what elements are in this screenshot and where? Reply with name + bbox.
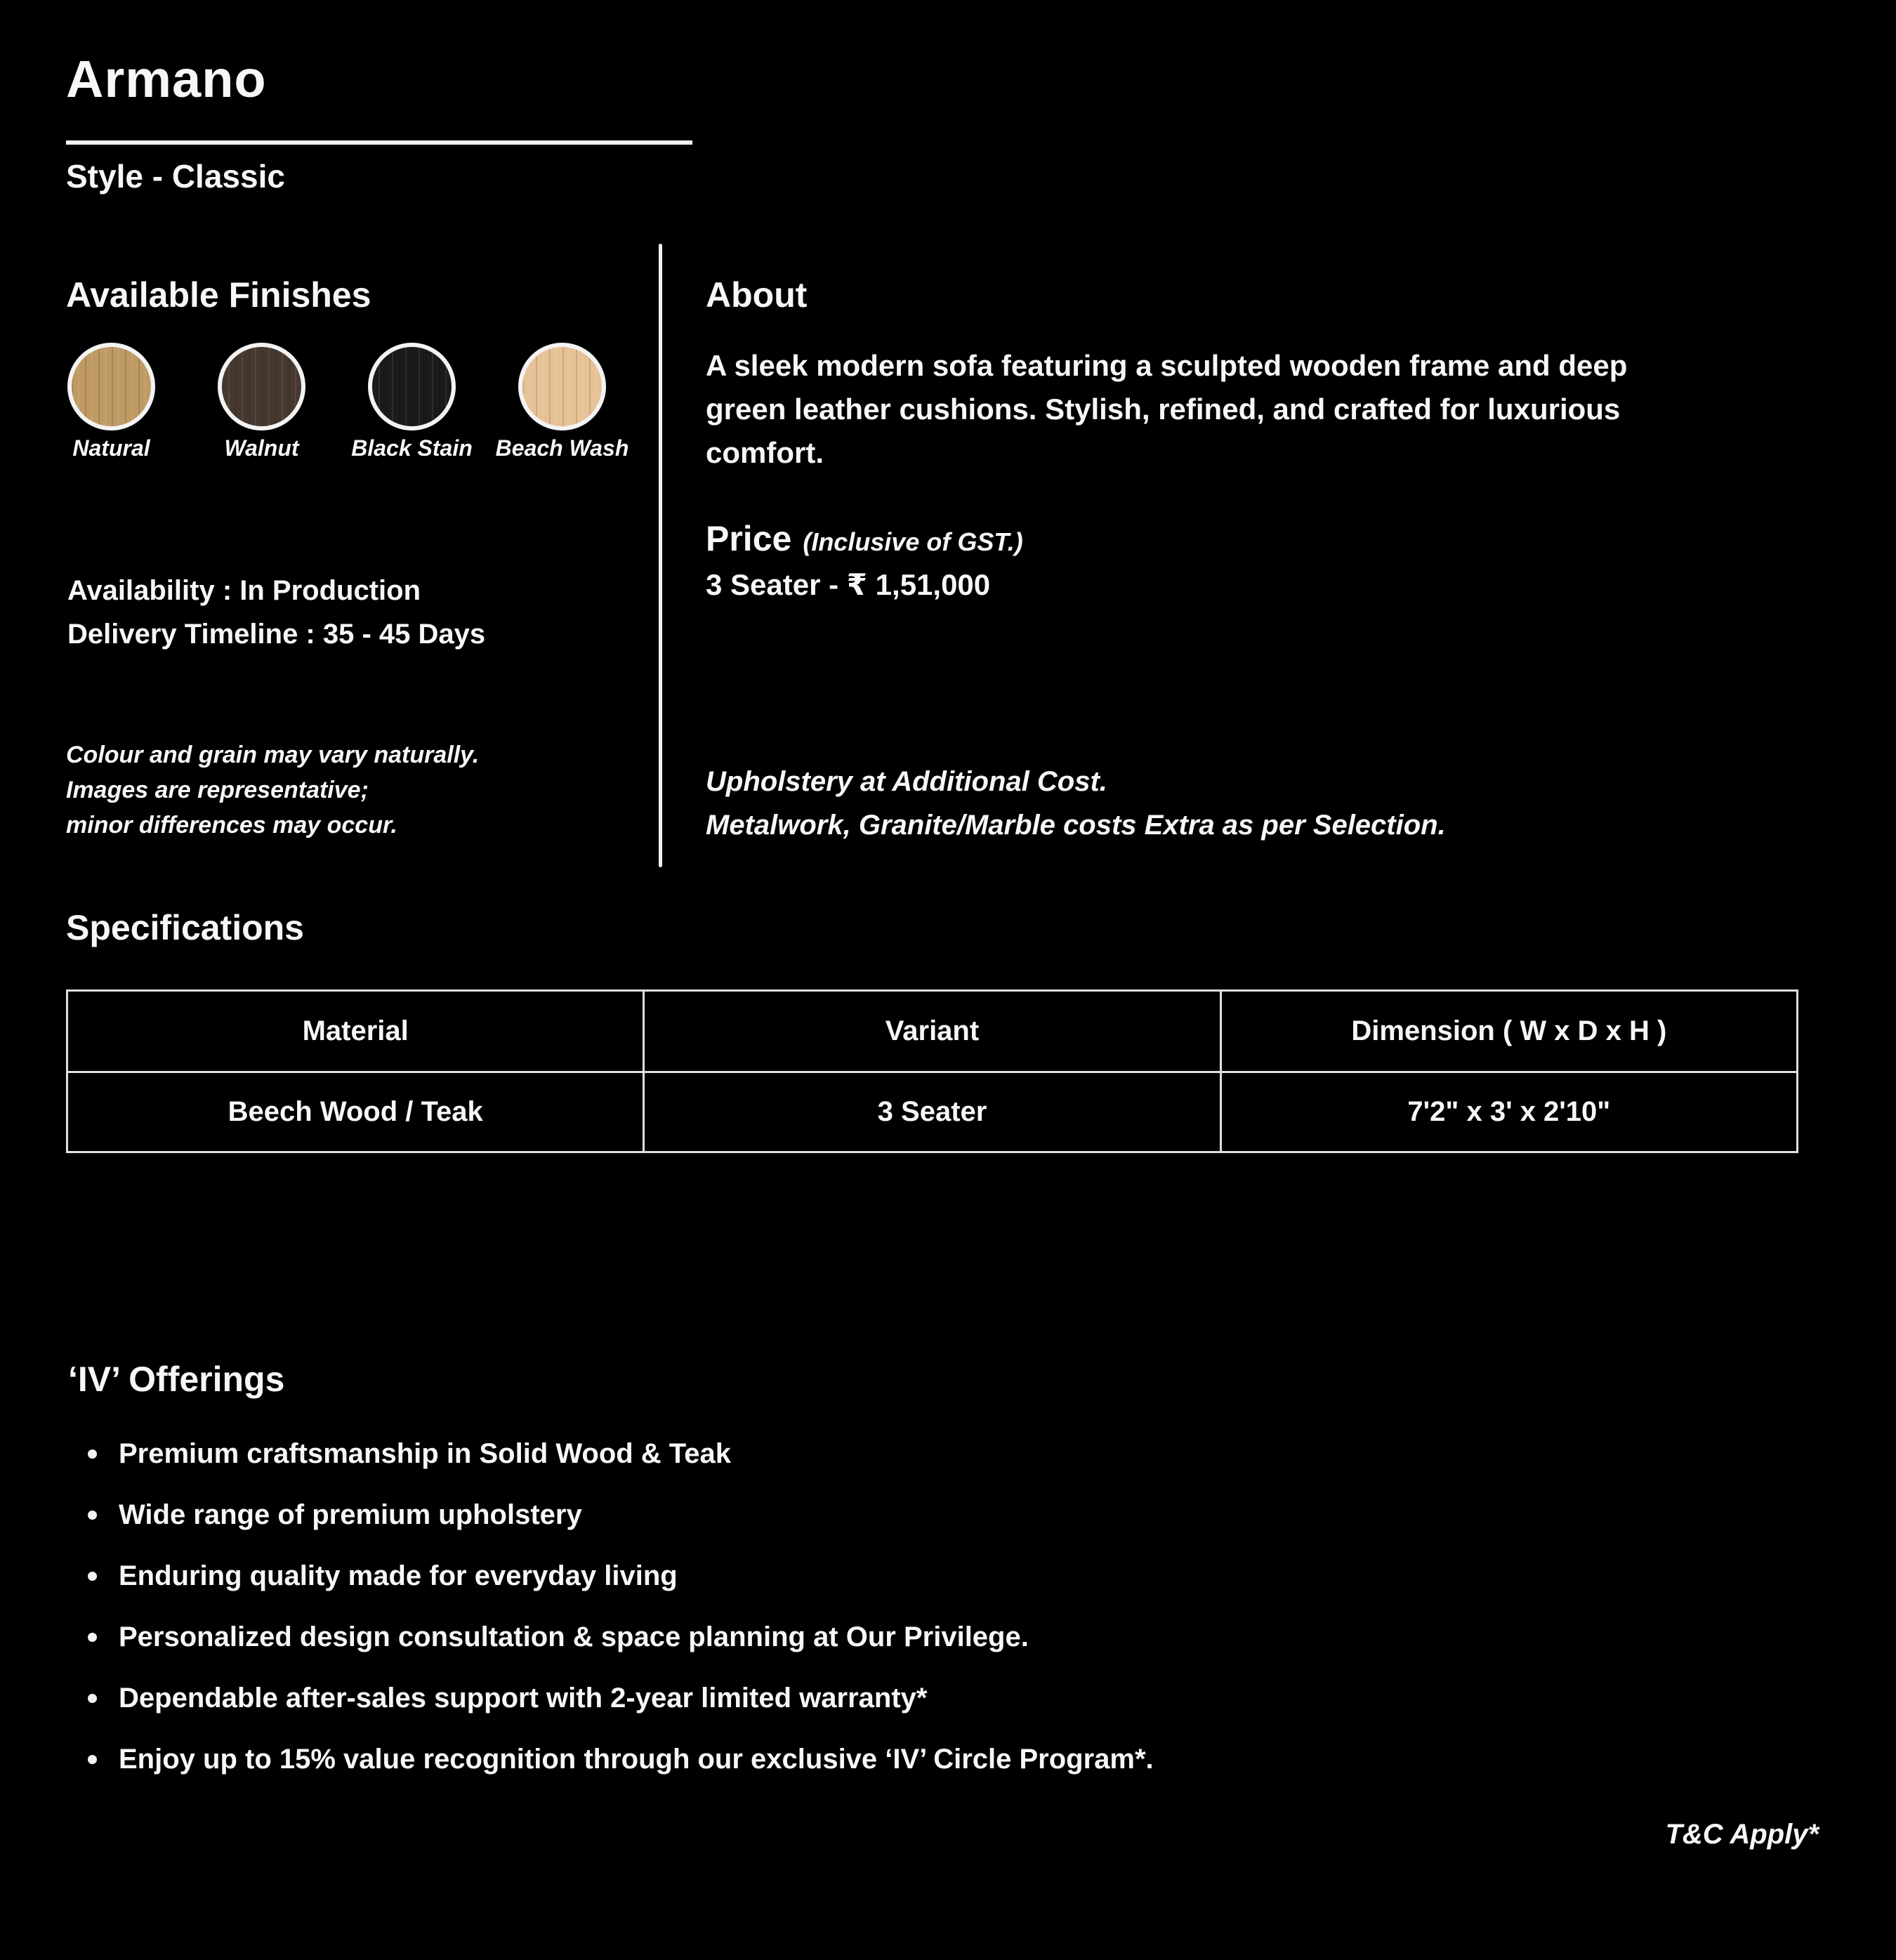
finish-swatch-walnut — [218, 343, 305, 430]
availability-block — [67, 569, 485, 656]
finish-label: Beach Wash — [495, 435, 629, 461]
offering-text: Premium craftsmanship in Solid Wood & Teak — [119, 1438, 732, 1469]
price-value: 3 Seater - ₹ 1,51,000 — [706, 568, 991, 601]
finish-item-beach-wash — [495, 343, 629, 461]
about-body — [706, 344, 1627, 475]
bullet-icon — [88, 1572, 97, 1581]
finish-swatch-beach-wash — [518, 343, 606, 430]
delivery-timeline-line: Delivery Timeline : 35 - 45 Days — [67, 619, 486, 650]
spec-header-row — [67, 991, 1798, 1072]
offering-item — [88, 1681, 1154, 1715]
offering-text: Dependable after-sales support with 2-year limited warranty* — [119, 1683, 928, 1714]
offerings-heading: ‘IV’ Offerings — [68, 1360, 285, 1399]
bullet-icon — [88, 1449, 97, 1459]
spec-data-row — [67, 1072, 1798, 1152]
offering-text: Enjoy up to 15% value recognition through our exclusive ‘IV’ Circle Program*. — [119, 1744, 1154, 1775]
price-heading — [706, 518, 1023, 559]
offering-text: Enduring quality made for everyday living — [119, 1560, 678, 1591]
finish-label: Black Stain — [351, 435, 473, 461]
footnote-tc: T&C Apply* — [1665, 1819, 1819, 1850]
spec-header-variant: Variant — [644, 991, 1220, 1072]
offering-item — [88, 1620, 1154, 1654]
finish-label: Walnut — [224, 435, 299, 461]
offering-item — [88, 1559, 1154, 1593]
offering-text: Wide range of premium upholstery — [119, 1499, 582, 1530]
offering-item — [88, 1742, 1154, 1776]
bullet-icon — [88, 1755, 97, 1764]
finish-item-walnut — [218, 343, 305, 461]
spec-header-dimension: Dimension ( W x D x H ) — [1220, 991, 1797, 1072]
bullet-icon — [88, 1633, 97, 1642]
finish-swatch-row — [67, 343, 629, 461]
finish-swatch-natural — [67, 343, 155, 430]
offering-text: Personalized design consultation & space planning at Our Privilege. — [119, 1622, 1029, 1652]
column-divider — [659, 244, 662, 867]
extra-cost-line: Upholstery at Additional Cost. — [706, 766, 1107, 797]
about-line: A sleek modern sofa featuring a sculpted wooden frame and deep — [706, 349, 1628, 382]
finish-disclaimer — [66, 737, 479, 843]
finishes-heading: Available Finishes — [66, 275, 371, 315]
offerings-list — [88, 1437, 1154, 1803]
disclaimer-line: minor differences may occur. — [66, 812, 397, 838]
spec-cell-material: Beech Wood / Teak — [67, 1072, 644, 1152]
disclaimer-line: Colour and grain may vary naturally. — [66, 742, 480, 768]
offering-item — [88, 1437, 1154, 1471]
disclaimer-line: Images are representative; — [66, 777, 369, 803]
about-heading: About — [706, 275, 808, 315]
extra-costs-block — [706, 760, 1446, 847]
finish-label: Natural — [72, 435, 150, 461]
bullet-icon — [88, 1511, 97, 1520]
finish-item-natural — [67, 343, 155, 461]
specifications-table — [66, 989, 1798, 1153]
price-heading-label: Price — [706, 519, 792, 558]
bullet-icon — [88, 1694, 97, 1703]
about-line: green leather cushions. Stylish, refined, and crafted for luxurious — [706, 393, 1621, 426]
price-gst-note: (Inclusive of GST.) — [803, 527, 1023, 556]
extra-cost-line: Metalwork, Granite/Marble costs Extra as per Selection. — [706, 810, 1446, 841]
about-line: comfort. — [706, 436, 824, 469]
product-title: Armano — [66, 50, 267, 108]
finish-item-black-stain — [351, 343, 473, 461]
title-underline — [66, 140, 692, 145]
spec-cell-dimension: 7'2" x 3' x 2'10" — [1220, 1072, 1797, 1152]
style-subtitle: Style - Classic — [66, 158, 285, 195]
availability-line: Availability : In Production — [67, 575, 421, 606]
spec-header-material: Material — [67, 991, 644, 1072]
specifications-heading: Specifications — [66, 908, 304, 947]
spec-cell-variant: 3 Seater — [644, 1072, 1220, 1152]
offering-item — [88, 1498, 1154, 1532]
finish-swatch-black-stain — [368, 343, 456, 430]
